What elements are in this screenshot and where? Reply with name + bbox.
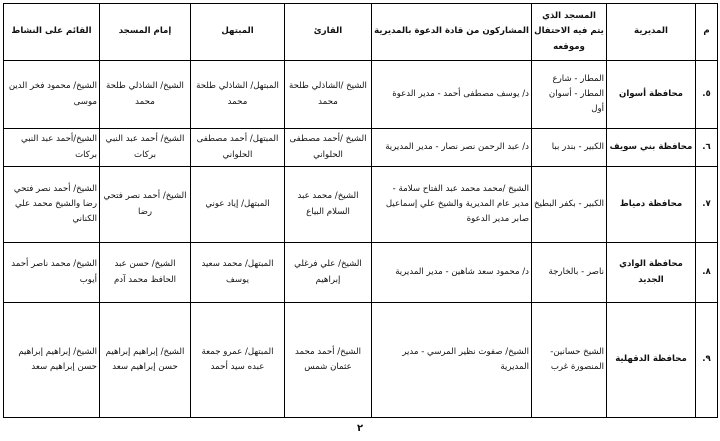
row-number: ٨.: [696, 243, 718, 303]
governorate-cell: محافظة بني سويف: [607, 129, 696, 167]
supplicant-cell: المبتهل/ أحمد مصطفى الحلواني: [191, 129, 285, 167]
header-gov: المديرية: [607, 4, 696, 61]
reader-cell: الشيخ /أحمد مصطفى الحلواني: [285, 129, 372, 167]
row-number: ٥.: [696, 61, 718, 129]
participants-cell: الشيخ/ صفوت نظير المرسي - مدير المديرية: [372, 303, 532, 418]
page-number: ٢: [356, 423, 364, 434]
mosque-cell: المطار - شارع المطار - أسوان أول: [532, 61, 607, 129]
activity-cell: الشيخ/ أحمد نصر فتحي رضا والشيخ محمد علي الكناني: [4, 167, 100, 243]
mosque-cell: الكبير - بندر ببا: [532, 129, 607, 167]
governorate-cell: محافظة أسوان: [607, 61, 696, 129]
table-row: [4, 243, 718, 303]
table-row: [4, 61, 718, 129]
imam-cell: الشيخ/ حسن عبد الحافظ محمد آدم: [100, 243, 191, 303]
participants-cell: الشيخ /محمد محمد عبد الفتاح سلامة - مدير عام المديرية والشيخ علي إسماعيل صابر مدير الدعوة: [372, 167, 532, 243]
supplicant-cell: المبتهل/ الشاذلي طلحة محمد: [191, 61, 285, 129]
reader-cell: الشيخ /الشاذلي طلحة محمد: [285, 61, 372, 129]
row-number: ٩.: [696, 303, 718, 418]
supplicant-cell: المبتهل/ إياد عوني: [191, 167, 285, 243]
row-number: ٦.: [696, 129, 718, 167]
imam-cell: الشيخ/ أحمد عبد النبي بركات: [100, 129, 191, 167]
participants-cell: د/ يوسف مصطفى أحمد - مدير الدعوة: [372, 61, 532, 129]
imam-cell: الشيخ/ الشاذلي طلحة محمد: [100, 61, 191, 129]
header-reader: القارئ: [285, 4, 372, 61]
reader-cell: الشيخ/ محمد عبد السلام البياع: [285, 167, 372, 243]
activities-table: [3, 3, 718, 418]
governorate-cell: محافظة الدقهلية: [607, 303, 696, 418]
governorate-cell: محافظة الوادي الجديد: [607, 243, 696, 303]
header-num: م: [696, 4, 718, 61]
row-number: ٧.: [696, 167, 718, 243]
header-imam: إمام المسجد: [100, 4, 191, 61]
header-row: [4, 4, 718, 61]
header-activity: القائم على النشاط: [4, 4, 100, 61]
supplicant-cell: المبتهل/ محمد سعيد يوسف: [191, 243, 285, 303]
reader-cell: الشيخ/ أحمد محمد عثمان شمس: [285, 303, 372, 418]
table-row: [4, 167, 718, 243]
mosque-cell: الشيخ حسانين- المنصورة غرب: [532, 303, 607, 418]
header-mosque: المسجد الذي يتم فيه الاحتفال وموقعه: [532, 4, 607, 61]
supplicant-cell: المبتهل/ عمرو جمعة عبده سيد أحمد: [191, 303, 285, 418]
participants-cell: د/ عبد الرحمن نصر نصار - مدير المديرية: [372, 129, 532, 167]
activity-cell: الشيخ/أحمد عبد النبي بركات: [4, 129, 100, 167]
mosque-cell: ناصر - بالخارجة: [532, 243, 607, 303]
mosque-cell: الكبير - بكفر البطيخ: [532, 167, 607, 243]
table-row: [4, 129, 718, 167]
imam-cell: الشيخ/ أحمد نصر فتحي رضا: [100, 167, 191, 243]
reader-cell: الشيخ/ علي فرغلي إبراهيم: [285, 243, 372, 303]
activity-cell: الشيخ/ إبراهيم إبراهيم حسن إبراهيم سعد: [4, 303, 100, 418]
governorate-cell: محافظة دمياط: [607, 167, 696, 243]
header-participants: المشاركون من قادة الدعوة بالمديرية: [372, 4, 532, 61]
activity-cell: الشيخ/ محمد ناصر أحمد أيوب: [4, 243, 100, 303]
table-row: [4, 303, 718, 418]
activity-cell: الشيخ/ محمود فخر الدين موسى: [4, 61, 100, 129]
participants-cell: د/ محمود سعد شاهين - مدير المديرية: [372, 243, 532, 303]
header-supplicant: المبتهل: [191, 4, 285, 61]
imam-cell: الشيخ/ إبراهيم إبراهيم حسن إبراهيم سعد: [100, 303, 191, 418]
